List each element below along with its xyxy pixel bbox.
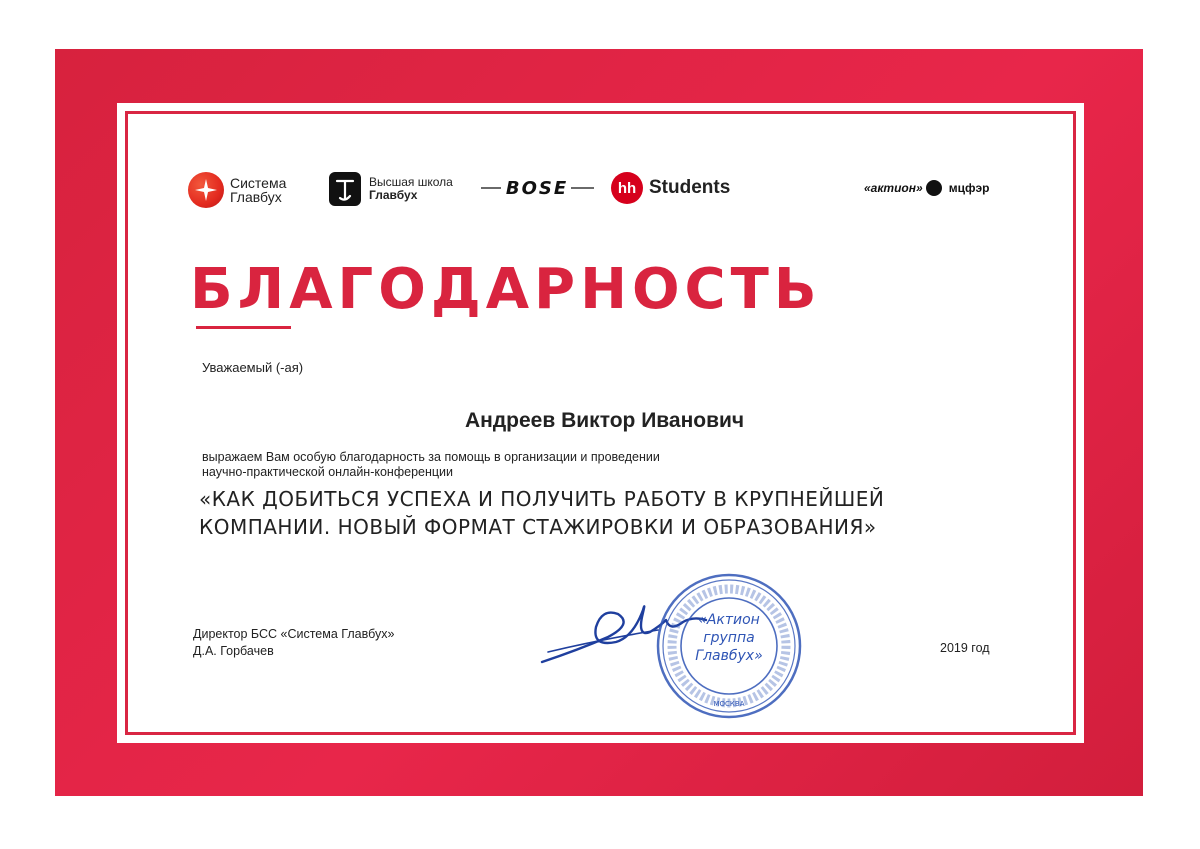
bose-logo-text: BOSE bbox=[505, 178, 569, 198]
hh-students-text: Students bbox=[649, 177, 731, 198]
event-title bbox=[199, 485, 999, 541]
signatory-position: Директор БСС «Система Главбух» bbox=[193, 627, 395, 641]
signatory-block bbox=[193, 626, 394, 660]
logo-bose bbox=[481, 178, 596, 203]
school-logo-text bbox=[369, 176, 453, 202]
logo-aktion-mcfer bbox=[864, 180, 989, 196]
gratitude-line-2: научно-практической онлайн-конференции bbox=[202, 465, 453, 479]
stamp-center-line-1: «Актион bbox=[698, 612, 760, 628]
school-logo-icon bbox=[329, 172, 361, 206]
certificate-title: БЛАГОДАРНОСТЬ bbox=[190, 257, 822, 322]
stamp-center-line-2: группа bbox=[703, 630, 755, 646]
logo-hh-students bbox=[611, 172, 730, 204]
salutation: Уважаемый (-ая) bbox=[202, 360, 304, 375]
aktion-emblem-icon bbox=[926, 180, 942, 196]
glavbukh-logo-text bbox=[230, 176, 286, 204]
title-underline bbox=[196, 326, 291, 329]
glavbukh-star-icon bbox=[188, 172, 224, 208]
stamp-bottom-text: МОСКВА bbox=[713, 700, 745, 708]
school-logo-line1: Высшая школа bbox=[369, 175, 453, 189]
aktion-logo-text: «актион» bbox=[864, 181, 923, 195]
stamp-center-line-3: Главбух» bbox=[695, 648, 763, 664]
school-logo-line2: Главбух bbox=[369, 188, 418, 202]
logo-sistema-glavbukh bbox=[188, 170, 286, 210]
signatory-name: Д.А. Горбачев bbox=[193, 644, 274, 658]
glavbukh-logo-line1: Система bbox=[230, 175, 287, 191]
gratitude-line-1: выражаем Вам особую благодарность за помощь в организации и проведении bbox=[202, 450, 660, 464]
event-title-line-1: «КАК ДОБИТЬСЯ УСПЕХА И ПОЛУЧИТЬ РАБОТУ В КРУПНЕЙШЕЙ bbox=[199, 487, 885, 511]
hh-badge: hh bbox=[611, 172, 643, 204]
recipient-name: Андреев Виктор Иванович bbox=[465, 409, 745, 432]
certificate-year: 2019 год bbox=[940, 641, 990, 655]
mcfer-logo-text: мцфэр bbox=[948, 181, 990, 195]
glavbukh-logo-line2: Главбух bbox=[230, 189, 282, 205]
gratitude-text bbox=[202, 450, 762, 480]
event-title-line-2: КОМПАНИИ. НОВЫЙ ФОРМАТ СТАЖИРОВКИ И ОБРАЗОВАНИЯ» bbox=[199, 515, 877, 539]
logo-vysshaya-shkola bbox=[329, 172, 453, 206]
company-stamp bbox=[655, 572, 803, 720]
